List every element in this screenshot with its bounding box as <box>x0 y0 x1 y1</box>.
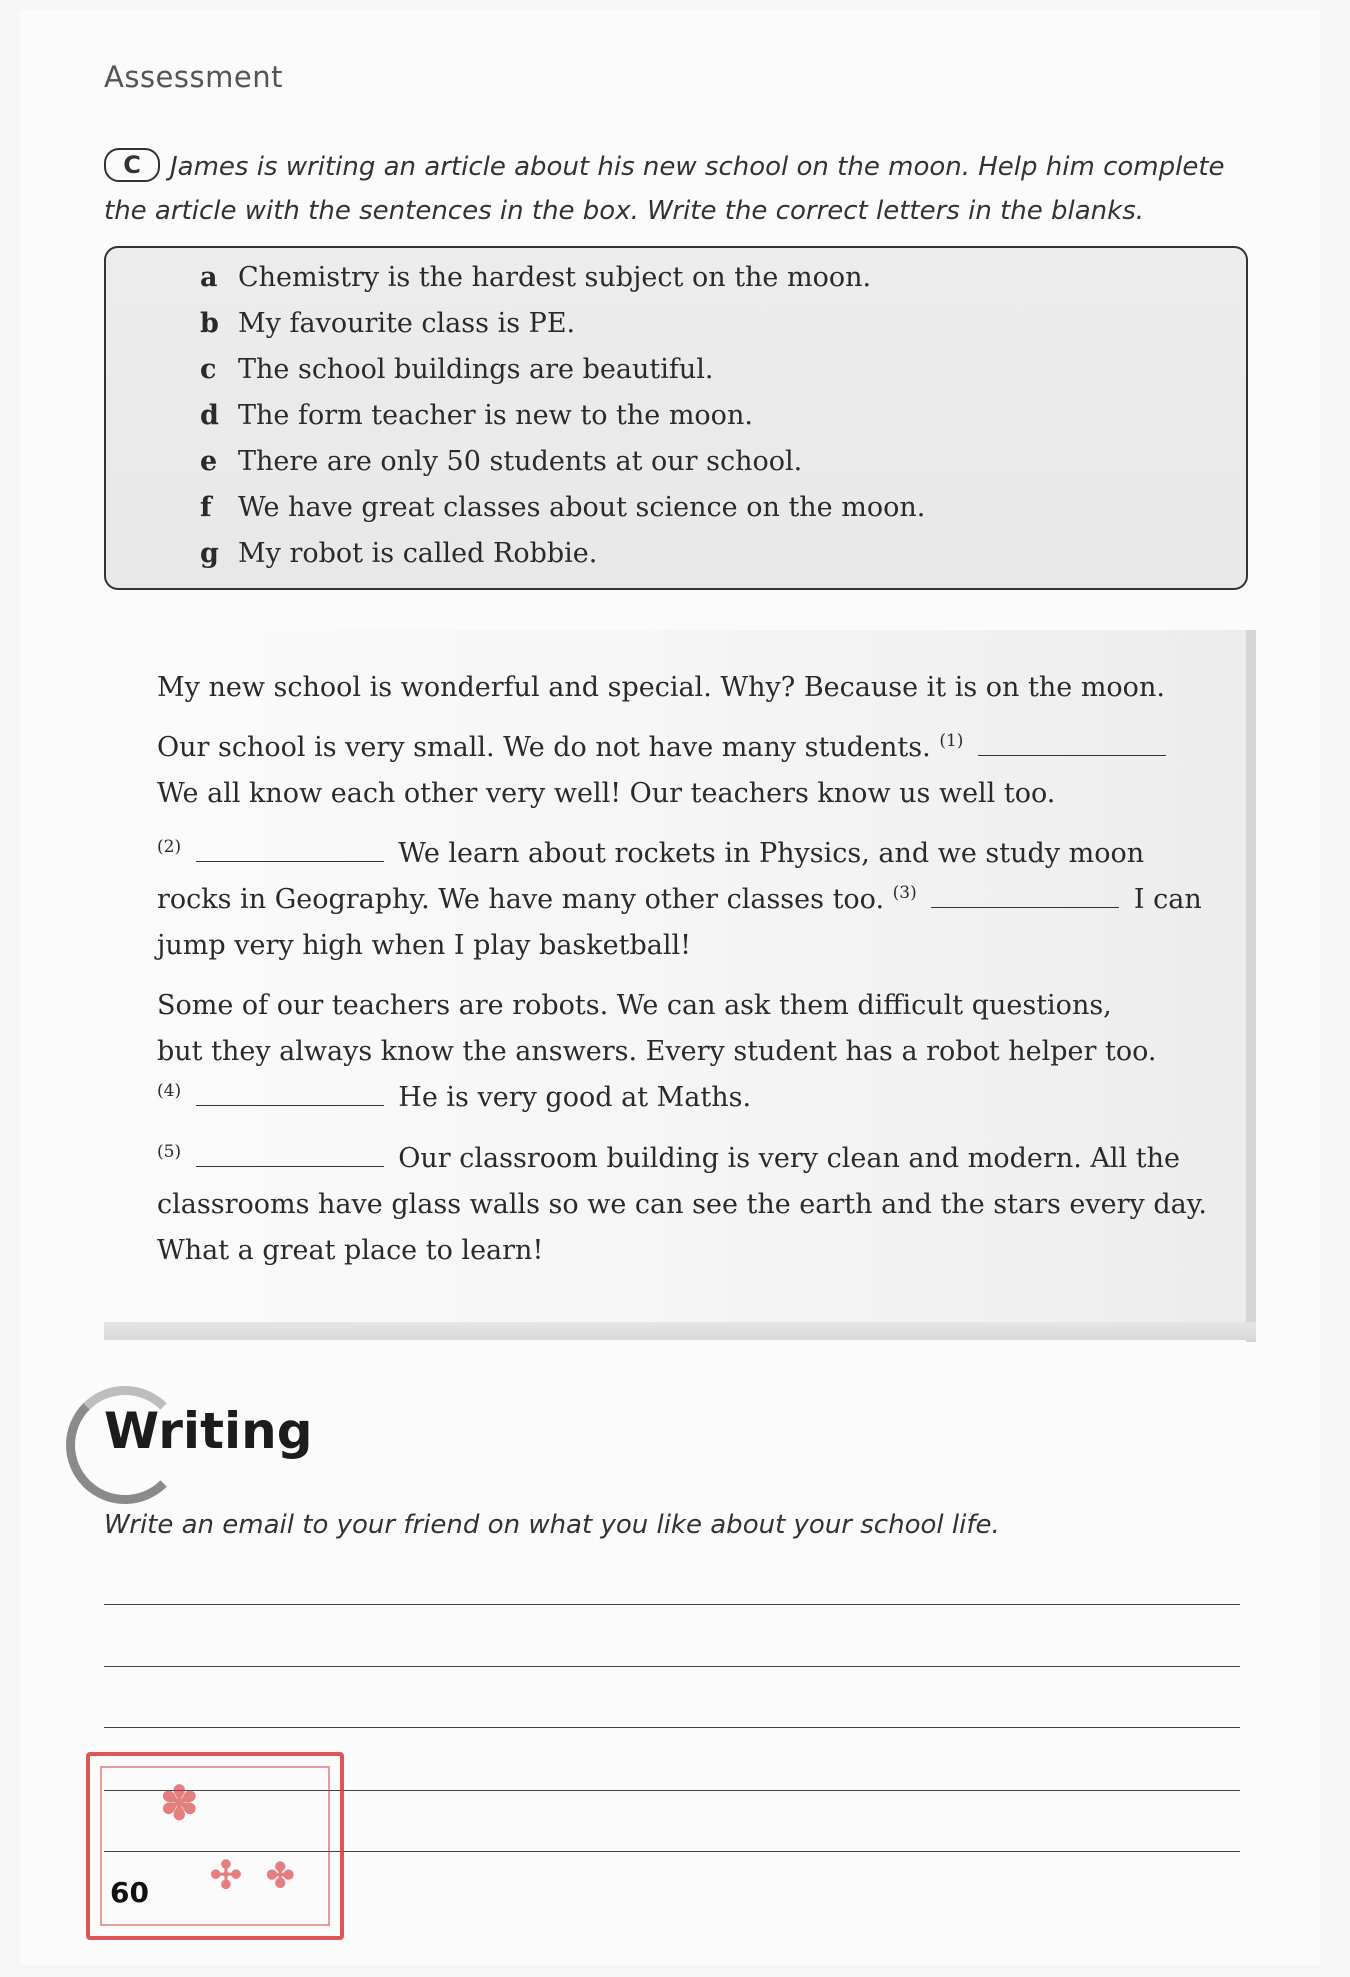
article-text: He is very good at Maths. <box>398 1082 752 1113</box>
option-a <box>200 262 871 293</box>
article-line: My new school is wonderful and special. Why? Because it is on the moon. <box>157 672 1165 703</box>
article-bottom-edge <box>104 1322 1256 1340</box>
section-header: Assessment <box>104 60 283 94</box>
option-g <box>200 538 597 569</box>
article-text: I can <box>1133 884 1202 915</box>
option-b <box>200 308 575 339</box>
option-letter: f <box>200 492 212 523</box>
option-e <box>200 446 802 477</box>
option-letter: d <box>200 400 219 431</box>
blank-number: (5) <box>157 1142 182 1162</box>
article-line <box>157 838 1247 869</box>
option-text: My favourite class is PE. <box>238 308 576 339</box>
writing-instruction: Write an email to your friend on what you like about your school life. <box>104 1510 1000 1540</box>
writing-line[interactable] <box>104 1727 1240 1728</box>
option-text: There are only 50 students at our school. <box>238 446 803 477</box>
article-line: What a great place to learn! <box>157 1235 544 1266</box>
blank-number: (4) <box>157 1081 182 1101</box>
writing-title: Writing <box>104 1402 313 1460</box>
article-line: but they always know the answers. Every student has a robot helper too. <box>157 1036 1157 1067</box>
article-edge <box>1246 630 1256 1342</box>
red-seal-stamp <box>86 1752 344 1940</box>
answer-blank-4[interactable] <box>196 1083 384 1106</box>
article-line: We all know each other very well! Our teachers know us well too. <box>157 778 1056 809</box>
stamp-mark: ✽ <box>160 1776 199 1830</box>
option-letter: b <box>200 308 219 339</box>
option-text: The school buildings are beautiful. <box>238 354 714 385</box>
option-f <box>200 492 925 523</box>
article-text: We learn about rockets in Physics, and we study moon <box>398 838 1145 869</box>
article-line: jump very high when I play basketball! <box>157 930 691 961</box>
answer-blank-5[interactable] <box>196 1144 384 1167</box>
option-letter: g <box>200 538 219 569</box>
article-text: rocks in Geography. We have many other classes too. <box>157 884 885 915</box>
article-line: classrooms have glass walls so we can see the earth and the stars every day. <box>157 1189 1207 1220</box>
option-text: We have great classes about science on the moon. <box>238 492 926 523</box>
blank-number: (1) <box>939 731 964 751</box>
article-line <box>157 884 1247 915</box>
article-line <box>157 732 1247 763</box>
option-text: The form teacher is new to the moon. <box>238 400 753 431</box>
answer-blank-3[interactable] <box>931 885 1119 908</box>
stamp-mark: ✣ <box>210 1852 242 1897</box>
stamp-mark: ✤ <box>266 1856 295 1896</box>
option-letter: a <box>200 262 218 293</box>
sentence-options-box <box>104 246 1248 590</box>
option-text: My robot is called Robbie. <box>238 538 598 569</box>
article-text: Our classroom building is very clean and modern. All the <box>398 1143 1180 1174</box>
page-number: 60 <box>110 1876 149 1909</box>
option-letter: e <box>200 446 218 477</box>
option-letter: c <box>200 354 217 385</box>
article-line <box>157 1082 1247 1113</box>
writing-line[interactable] <box>104 1666 1240 1667</box>
answer-blank-2[interactable] <box>196 839 384 862</box>
instruction-line-1: James is writing an article about his new school on the moon. Help him complete <box>170 152 1225 182</box>
exercise-instruction <box>104 145 1264 233</box>
article-text: Our school is very small. We do not have many students. <box>157 732 931 763</box>
writing-line[interactable] <box>104 1604 1240 1605</box>
exercise-badge: C <box>104 148 160 182</box>
answer-blank-1[interactable] <box>978 733 1166 756</box>
option-text: Chemistry is the hardest subject on the moon. <box>238 262 872 293</box>
option-c <box>200 354 713 385</box>
article-line <box>157 1143 1247 1174</box>
instruction-line-2: the article with the sentences in the box. Write the correct letters in the blanks. <box>104 196 1145 226</box>
option-d <box>200 400 753 431</box>
blank-number: (2) <box>157 837 182 857</box>
article-line: Some of our teachers are robots. We can ask them difficult questions, <box>157 990 1112 1021</box>
blank-number: (3) <box>892 883 917 903</box>
